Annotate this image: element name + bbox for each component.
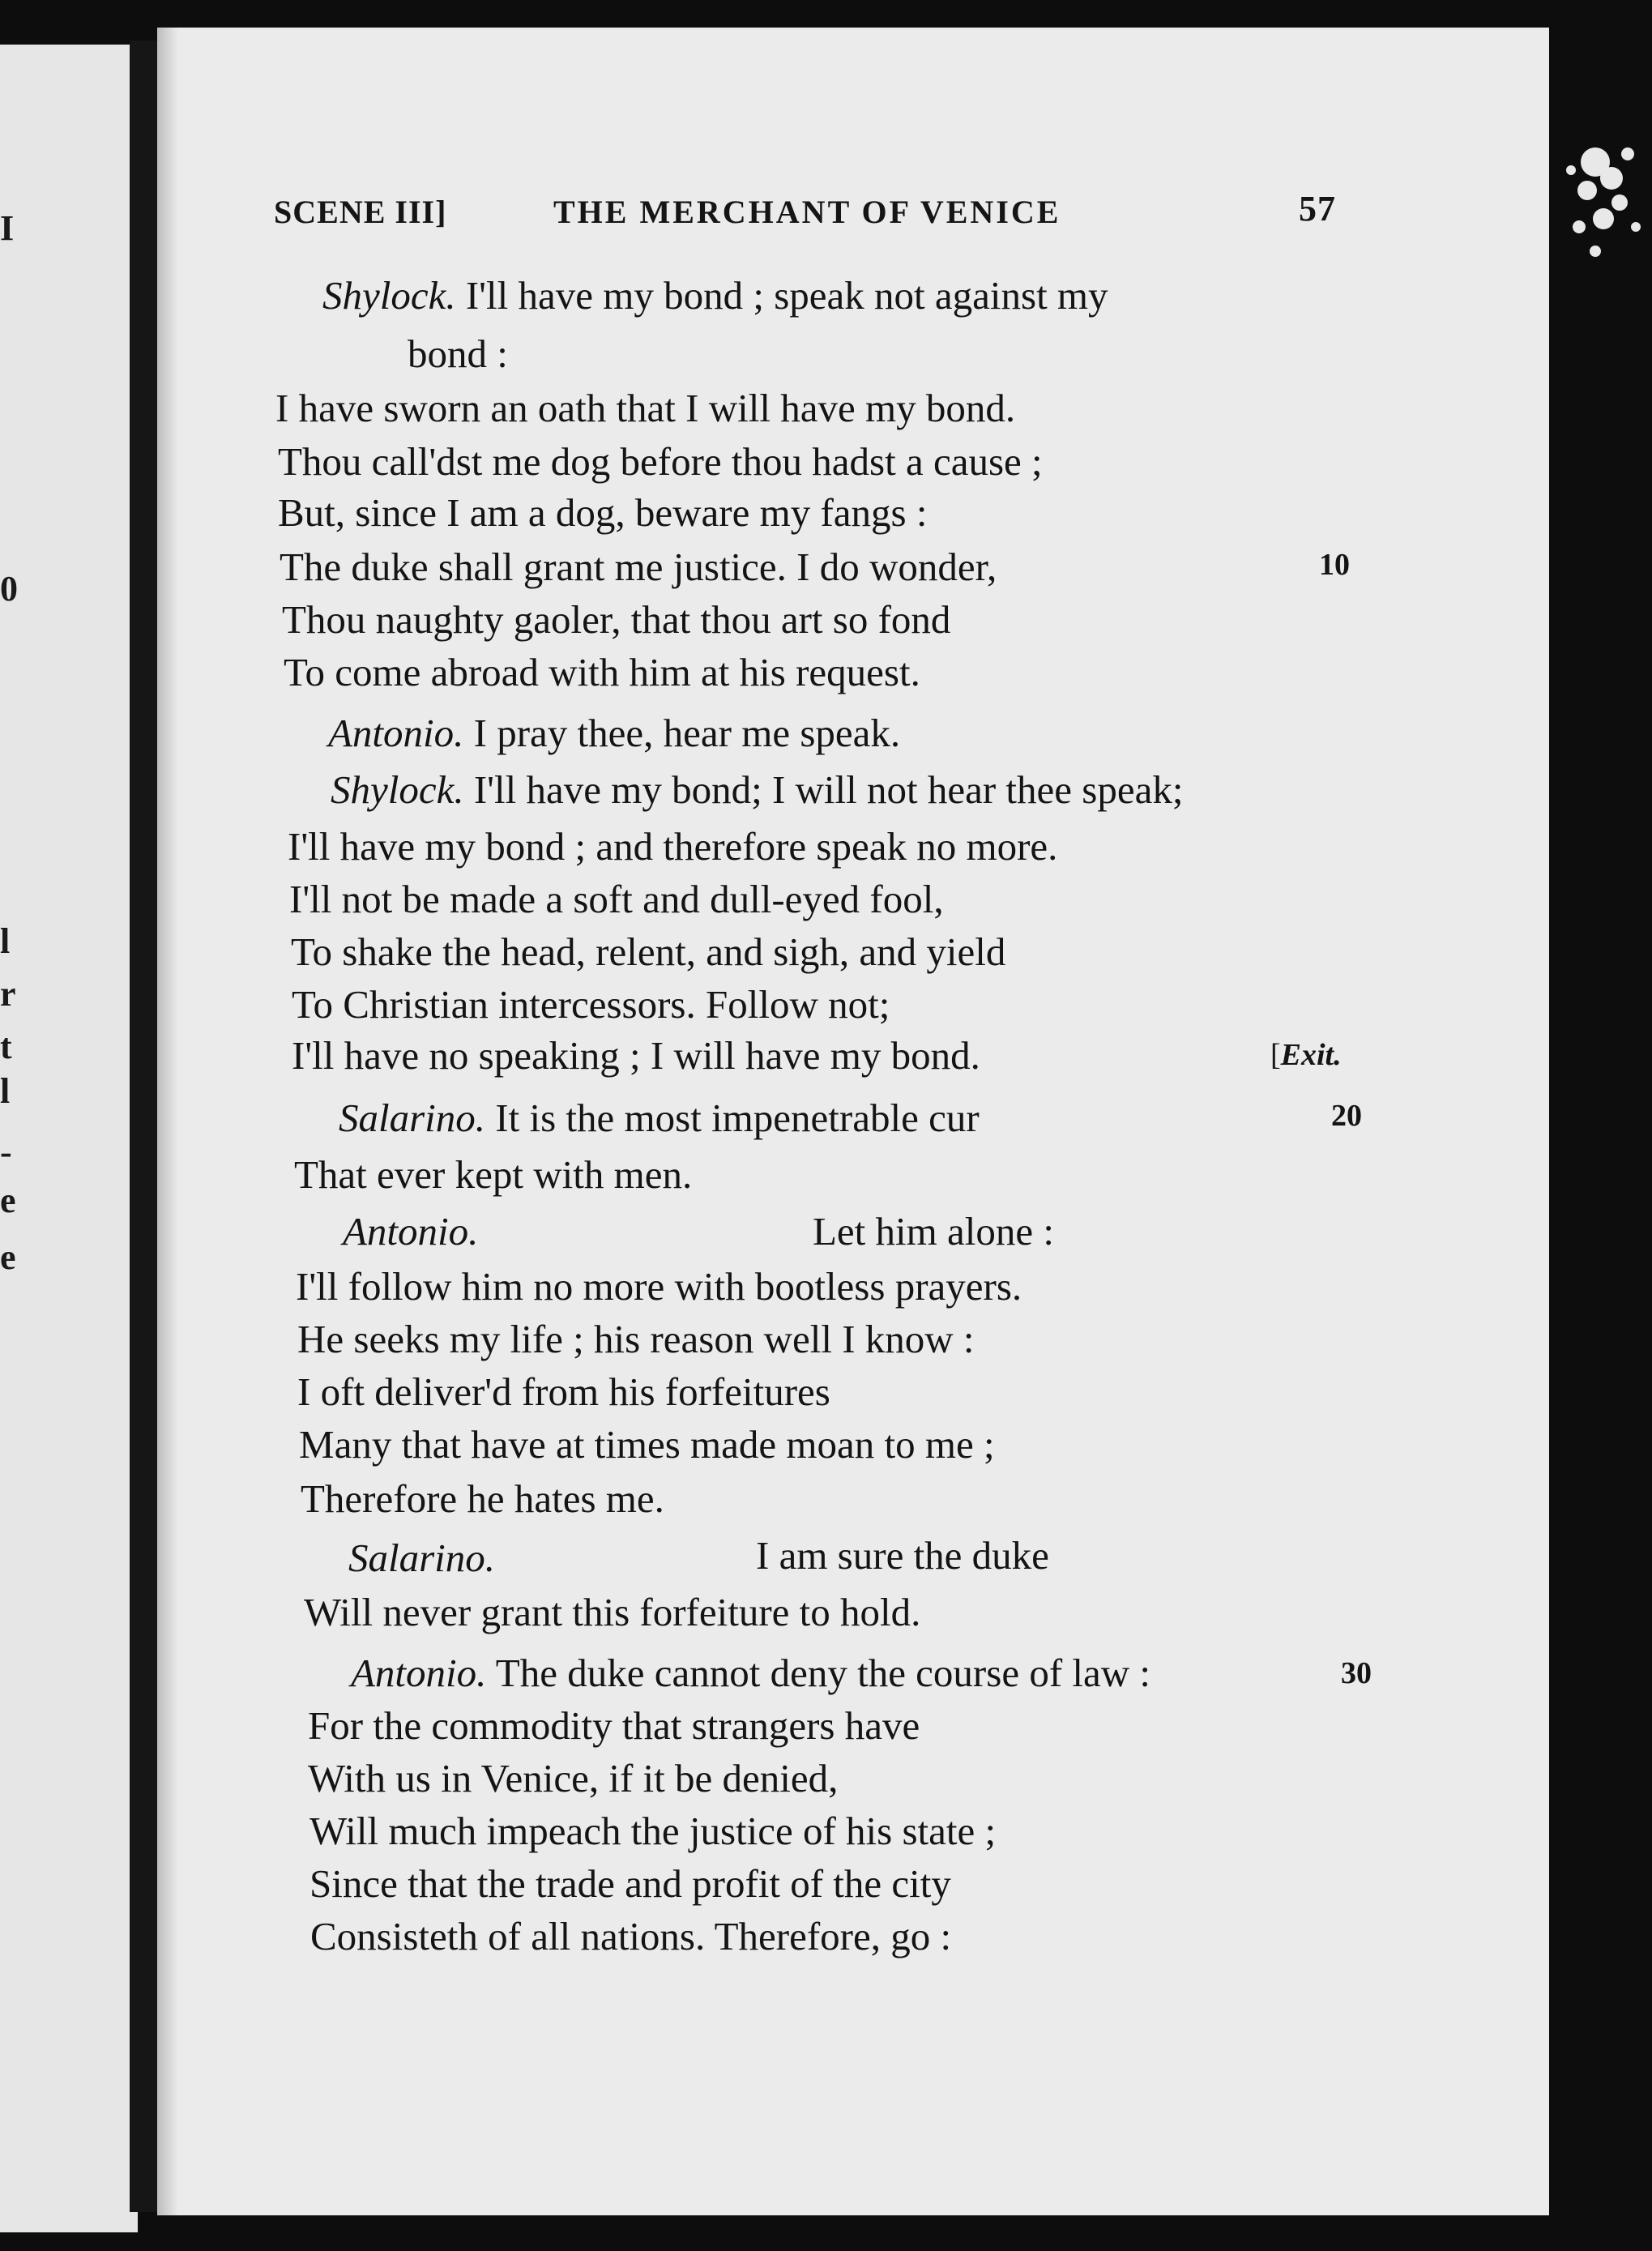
scene-header: SCENE III] xyxy=(274,194,447,230)
text-line xyxy=(284,652,920,692)
text-line xyxy=(292,982,890,1027)
line-text: For the commodity that strangers have xyxy=(308,1703,920,1748)
line-text: Will never grant this forfeiture to hold. xyxy=(304,1590,921,1634)
line-text: I'll have my bond ; and therefore speak no more. xyxy=(288,824,1058,869)
text-line xyxy=(301,1476,664,1521)
text-line xyxy=(288,824,1058,869)
line-text: But, since I am a dog, beware my fangs : xyxy=(278,490,928,535)
text-line xyxy=(309,1811,996,1851)
text-line xyxy=(292,1033,980,1078)
line-text: To come abroad with him at his request. xyxy=(284,650,920,694)
speaker-name: Antonio. xyxy=(343,1209,479,1254)
text-line xyxy=(310,1916,951,1956)
text-line xyxy=(296,1264,1022,1309)
text-line xyxy=(291,929,1006,974)
line-text: Since that the trade and profit of the city xyxy=(309,1861,951,1906)
text-line xyxy=(294,1152,693,1197)
stage-direction-word: Exit. xyxy=(1280,1038,1342,1072)
text-line xyxy=(280,547,997,587)
speaker-name: Salarino. xyxy=(348,1536,496,1580)
line-text: I'll have no speaking ; I will have my bond. xyxy=(292,1033,980,1078)
text-line xyxy=(408,331,508,376)
line-text: I'll have my bond ; speak not against my xyxy=(455,273,1108,318)
text-line xyxy=(309,1861,951,1906)
line-text: Consisteth of all nations. Therefore, go : xyxy=(310,1914,952,1958)
text-line xyxy=(339,1098,980,1138)
line-number: 30 xyxy=(1341,1656,1372,1690)
paper-debris-specks xyxy=(1547,113,1652,284)
left-page-glyph: e xyxy=(0,1181,16,1220)
text-line xyxy=(304,1592,920,1632)
line-text: bond : xyxy=(408,331,508,376)
left-page-glyph: - xyxy=(0,1132,12,1172)
text-line xyxy=(297,1319,975,1359)
line-text: Let him alone : xyxy=(813,1209,1054,1254)
line-text: I'll have my bond; I will not hear thee speak; xyxy=(463,767,1184,812)
left-page-glyph: r xyxy=(0,974,16,1014)
text-line xyxy=(322,273,1108,318)
line-text: Many that have at times made moan to me ; xyxy=(299,1422,995,1467)
line-text: Will much impeach the justice of his state ; xyxy=(309,1809,997,1853)
line-text: Thou call'dst me dog before thou hadst a cause ; xyxy=(278,439,1043,484)
stage-direction xyxy=(1270,1037,1342,1073)
running-title: THE MERCHANT OF VENICE xyxy=(553,194,1061,230)
line-text: I am sure the duke xyxy=(756,1533,1049,1578)
line-text: With us in Venice, if it be denied, xyxy=(308,1756,839,1800)
text-line xyxy=(343,1209,479,1254)
line-text: Thou naughty gaoler, that thou art so fond xyxy=(282,597,951,642)
page-gutter xyxy=(130,41,157,2212)
stage-direction-bracket: [ xyxy=(1270,1038,1281,1072)
line-text: The duke shall grant me justice. I do wonder, xyxy=(280,545,997,589)
line-number: 10 xyxy=(1319,548,1350,582)
line-text: He seeks my life ; his reason well I know : xyxy=(297,1317,975,1361)
line-text: That ever kept with men. xyxy=(294,1152,693,1197)
text-line xyxy=(348,1538,495,1578)
left-page-glyph: l xyxy=(0,1071,11,1111)
text-line xyxy=(331,767,1184,812)
speaker-name: Antonio. xyxy=(351,1651,487,1695)
text-line xyxy=(289,879,944,919)
text-line xyxy=(308,1758,838,1798)
speaker-name: Salarino. xyxy=(339,1096,486,1140)
speaker-name: Shylock. xyxy=(322,273,456,318)
text-line xyxy=(282,597,951,642)
left-page-glyph: e xyxy=(0,1237,16,1277)
line-text: Therefore he hates me. xyxy=(301,1476,664,1521)
line-text: I oft deliver'd from his forfeitures xyxy=(297,1369,830,1414)
page-gutter-shadow xyxy=(157,28,178,2215)
line-text: I have sworn an oath that I will have my bond. xyxy=(275,386,1016,430)
line-text: To Christian intercessors. Follow not; xyxy=(292,982,890,1027)
left-page-edge xyxy=(0,45,138,2232)
text-line xyxy=(756,1533,1049,1578)
line-text: I'll follow him no more with bootless prayers. xyxy=(296,1264,1022,1309)
speaker-name: Antonio. xyxy=(328,711,464,755)
line-number: 20 xyxy=(1331,1099,1362,1133)
speaker-name: Shylock. xyxy=(331,767,464,812)
text-line xyxy=(328,713,900,753)
text-line xyxy=(297,1369,830,1414)
text-line xyxy=(275,388,1015,428)
line-text: To shake the head, relent, and sigh, and yield xyxy=(291,929,1006,974)
left-page-glyph: l xyxy=(0,921,11,961)
left-page-glyph: t xyxy=(0,1027,12,1066)
line-text: The duke cannot deny the course of law : xyxy=(486,1651,1150,1695)
line-text: I pray thee, hear me speak. xyxy=(463,711,901,755)
text-line xyxy=(351,1653,1150,1693)
text-line xyxy=(299,1422,995,1467)
text-line xyxy=(813,1209,1054,1254)
line-text: I'll not be made a soft and dull-eyed fool, xyxy=(289,877,944,921)
page-number: 57 xyxy=(1299,189,1336,229)
line-text: It is the most impenetrable cur xyxy=(485,1096,980,1140)
text-line xyxy=(278,490,928,535)
text-line xyxy=(278,439,1043,484)
left-page-glyph: 0 xyxy=(0,569,18,609)
text-line xyxy=(308,1703,920,1748)
left-page-glyph: I xyxy=(0,208,15,248)
